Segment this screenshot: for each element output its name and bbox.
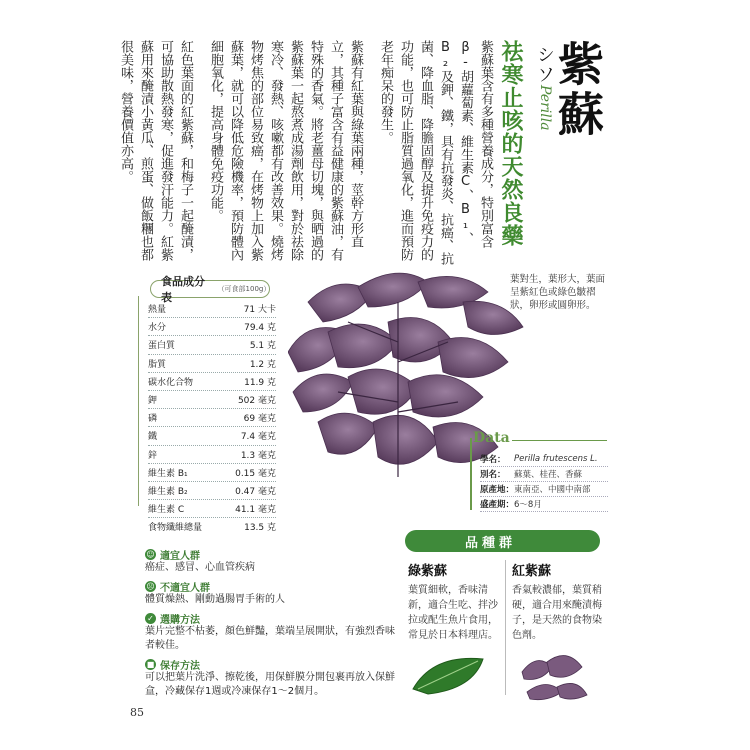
nutrition-row (148, 318, 276, 336)
data-label: 原產地： (480, 485, 515, 495)
title-kana: シソ (534, 45, 555, 85)
tip-title: 選購方法 (160, 614, 200, 626)
nutrition-row (148, 500, 276, 518)
nutrition-row (148, 446, 276, 464)
nutrient-name: 碳水化合物 (148, 377, 194, 388)
data-rows (480, 452, 608, 512)
tip-body: 癌症、感冒、心血管疾病 (145, 562, 255, 573)
data-row (480, 467, 608, 482)
smile-icon: ☺ (146, 549, 155, 559)
tip-title: 保存方法 (160, 660, 200, 672)
nutrition-row (148, 464, 276, 482)
nutrition-title-text: 食品成分表 (161, 275, 205, 304)
tip-body: 葉片完整不枯萎，顏色鮮豔，葉端呈展開狀，有強烈香味者較佳。 (145, 626, 395, 651)
tip-title: 不適宜人群 (160, 582, 210, 594)
nutrition-row (148, 391, 276, 409)
nutrient-name: 蛋白質 (148, 341, 176, 352)
body-paragraph: 紫蘇有紅葉與綠葉兩種，莖幹方形直立，其種子富含有益健康的紫蘇油，有特殊的香氣。將老薑母切塊，與晒過的紫蘇葉一起熬煮成湯劑飲用，對於祛除寒冷、發熱、咳嗽都有改善效果。燒烤物烤焦的部位易致癌，在烤物上加入紫蘇葉，就可以降低危險機率，預防體內細胞氧化，提高身體免疫功能。 (208, 40, 363, 261)
nutrient-name: 維生素 B₂ (148, 486, 188, 497)
nutrition-row (148, 409, 276, 427)
tip-head (145, 579, 400, 593)
data-value: 蘇葉、桂荏、香蘇 (514, 470, 583, 480)
nutrition-row (148, 336, 276, 354)
tip-head (145, 547, 400, 561)
nutrient-value: 69 毫克 (243, 414, 276, 425)
leaf-description-note: 葉對生，葉形大，葉面呈紫紅色或綠色皺褶狀，卵形或圓卵形。 (510, 274, 606, 311)
nutrition-title (150, 275, 271, 304)
nutrient-name: 磷 (148, 414, 158, 425)
data-row (480, 497, 608, 512)
variety-red (512, 560, 606, 706)
nutrient-name: 熱量 (148, 305, 167, 316)
nutrition-row (148, 300, 276, 318)
nutrient-value: 41.1 毫克 (235, 505, 276, 516)
nutrient-value: 1.2 克 (249, 359, 276, 370)
tip-body: 體質燥熱、剛動過腸胃手術的人 (145, 594, 285, 605)
variety-divider (505, 560, 506, 695)
data-label: 別名： (480, 470, 506, 480)
nutrition-row (148, 373, 276, 391)
data-row (480, 452, 608, 467)
nutrient-name: 鐵 (148, 432, 158, 443)
variety-name: 綠紫蘇 (408, 564, 448, 579)
green-leaf-icon (408, 649, 488, 699)
data-heading: Data (473, 430, 510, 446)
nutrition-row (148, 482, 276, 500)
nutrient-name: 食物纖維總量 (148, 523, 203, 534)
nutrient-value: 79.4 克 (244, 323, 276, 334)
nutrient-value: 0.47 毫克 (235, 486, 276, 497)
nutrient-name: 脂質 (148, 359, 167, 370)
tip-unsuitable (145, 579, 400, 607)
data-value: 東南亞、中國中南部 (514, 485, 591, 495)
nutrient-name: 水分 (148, 323, 167, 334)
variety-title: 品種群 (465, 536, 517, 551)
nutrient-name: 維生素 B₁ (148, 468, 188, 479)
tip-title: 適宜人群 (160, 550, 200, 562)
variety-green (408, 560, 502, 703)
red-perilla-icon (512, 647, 592, 702)
nutrient-name: 鋅 (148, 450, 158, 461)
body-paragraph: 紅色葉面的紅紫蘇，和梅子一起醃漬，可協助散熱發寒，促進發汗能力。紅紫蘇用來醃漬小黃瓜、煎蛋、做飯糰也都很美味，營養價值亦高。 (118, 40, 193, 261)
tip-head (145, 611, 400, 625)
data-label: 學名： (480, 455, 506, 465)
box-icon: ■ (146, 659, 155, 669)
nutrient-value: 13.5 克 (244, 523, 276, 534)
nutrient-value: 5.1 克 (249, 341, 276, 352)
nutrition-unit-note: （可食部100g） (217, 285, 271, 293)
data-row (480, 482, 608, 497)
tip-suitable (145, 547, 400, 575)
page-subtitle: 祛寒止咳的天然良藥 (498, 40, 524, 247)
tip-selection (145, 611, 400, 653)
nutrient-value: 502 毫克 (237, 396, 276, 407)
nutrient-value: 71 大卡 (243, 305, 276, 316)
variety-desc: 香氣較濃郁，葉質稍硬，適合用來醃漬梅子，是天然的食物染色劑。 (512, 585, 602, 641)
nutrient-value: 0.15 毫克 (235, 468, 276, 479)
tip-head (145, 657, 400, 671)
body-text (118, 40, 495, 270)
page-title: 紫蘇 (551, 40, 605, 140)
cart-icon: ✓ (145, 613, 156, 624)
page-number: 85 (130, 706, 144, 719)
nutrition-row (148, 355, 276, 373)
nutrient-value: 1.3 毫克 (240, 450, 276, 461)
nutrient-value: 11.9 克 (244, 377, 276, 388)
nutrition-table (148, 300, 276, 535)
tip-storage (145, 657, 400, 699)
variety-desc: 葉質細軟，香味清新，適合生吃、拌沙拉或配生魚片食用，常見於日本料理店。 (408, 585, 498, 641)
data-value: Perilla frutescens L. (514, 454, 598, 464)
title-latin: Perilla (537, 85, 553, 131)
nutrition-row (148, 427, 276, 445)
nutrition-row (148, 518, 276, 535)
nutrient-name: 維生素 C (148, 505, 185, 516)
nutrient-value: 7.4 毫克 (240, 432, 276, 443)
tip-body: 可以把葉片洗淨、擦乾後，用保鮮膜分開包裹再放入保鮮盒，冷藏保存1週或冷凍保存1～2個月。 (145, 672, 395, 697)
data-label: 盛產期： (480, 500, 515, 510)
data-value: 6～8月 (514, 500, 542, 510)
frown-icon: ☹ (146, 581, 155, 591)
variety-name: 紅紫蘇 (512, 564, 552, 579)
tips-section (145, 547, 400, 703)
nutrient-name: 鉀 (148, 396, 158, 407)
body-paragraph: 紫蘇葉含有多種營養成分，特別富含β-胡蘿蔔素、維生素C、B₁、B₂及鉀、鐵，具有抗發炎、抗癌、抗菌、降血脂、降膽固醇及提升免疫力的功能，也可防止脂質過氧化，進而預防老年痴呆的發生。 (378, 40, 493, 265)
